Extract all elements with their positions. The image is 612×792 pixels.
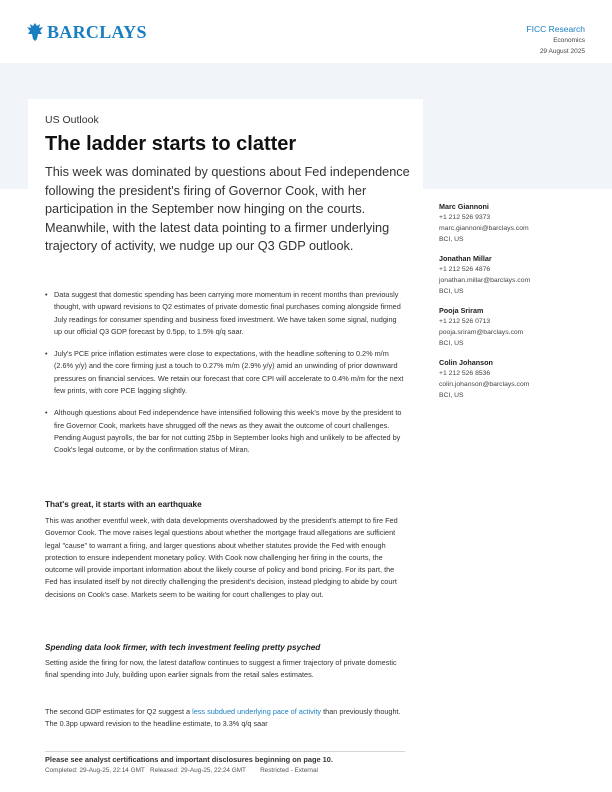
- key-points: [45, 289, 405, 467]
- analyst-phone: +1 212 526 8536: [439, 370, 491, 377]
- section-label: Economics: [553, 37, 585, 44]
- inline-link[interactable]: less subdued underlying pace of activity: [192, 707, 322, 716]
- barclays-eagle-icon: [26, 22, 44, 42]
- report-header: [526, 24, 585, 57]
- brand-name: BARCLAYS: [47, 22, 147, 42]
- analyst-name: Pooja Sriram: [439, 306, 484, 315]
- section-body: [45, 706, 407, 731]
- key-point: • Data suggest that domestic spending has been carrying more momentum in recent months than previously thought, with upward revisions to Q2 estimates of private domestic final purchases coming alongside firmed July readings for consumer spending and business fixed investment. We have taken some signal, nudging up our official Q3 GDP forecast by 0.5pp, to 1.5% q/q saar.: [45, 289, 405, 338]
- analyst-card: [439, 253, 599, 297]
- analyst-entity: BCI, US: [439, 236, 464, 243]
- analyst-phone: +1 212 526 9373: [439, 214, 491, 221]
- report-date: 29 August 2025: [539, 48, 585, 55]
- page-title: The ladder starts to clatter: [45, 133, 297, 155]
- analyst-name: Marc Giannoni: [439, 202, 489, 211]
- analyst-entity: BCI, US: [439, 288, 464, 295]
- kicker: US Outlook: [45, 114, 99, 126]
- section-heading: That's great, it starts with an earthquake: [45, 500, 202, 509]
- section-body: Setting aside the firing for now, the latest dataflow continues to suggest a firmer trajectory of private domestic final spending into July, building upon earlier signals from the retail sales estimates.: [45, 658, 397, 680]
- key-point: • Although questions about Fed independence have intensified following this week's move by the president to fire Governor Cook, markets have shrugged off the news as they await the outcome of court challenges. Pending August payrolls, the bar for not cutting 25bp in September looks high and unlikely to be affected by Cook's legal outcome, or by the confirmation status of Miran.: [45, 407, 405, 456]
- classification-label: Restricted - External: [260, 767, 318, 774]
- analyst-name: Colin Johanson: [439, 358, 493, 367]
- subsection-heading: Spending data look firmer, with tech investment feeling pretty psyched: [45, 643, 321, 652]
- analyst-name: Jonathan Millar: [439, 254, 492, 263]
- analyst-email[interactable]: jonathan.millar@barclays.com: [439, 277, 531, 284]
- section-body: This was another eventful week, with data developments overshadowed by the president's attempt to fire Fed Governor Cook. The move raises legal questions about whether the mortgage fraud allegations are sufficient legal "cause" to warrant a firing, and larger questions about whether statutes provide the Fed with enough protection to ensure independent monetary policy. With Cook now challenging her firing in the courts, the outcome will provide important information about the likely course of policy and bond pricing. For its part, the Fed has insulated itself by not directly challenging the president's decision, instead pledging to abide by court decisions on Cook's case. Markets seem to be waiting for court challenges to play out.: [45, 516, 398, 599]
- analyst-card: [439, 357, 599, 401]
- release-info: [45, 767, 318, 774]
- analyst-list: [439, 201, 599, 409]
- analyst-email[interactable]: colin.johanson@barclays.com: [439, 381, 530, 388]
- analyst-phone: +1 212 526 4876: [439, 266, 491, 273]
- analyst-email[interactable]: marc.giannoni@barclays.com: [439, 225, 529, 232]
- completed-time: Completed: 29-Aug-25, 22:14 GMT: [45, 767, 145, 774]
- analyst-entity: BCI, US: [439, 392, 464, 399]
- analyst-card: [439, 305, 599, 349]
- body-text: The second GDP estimates for Q2 suggest a: [45, 707, 193, 716]
- barclays-logo: [26, 22, 147, 42]
- analyst-entity: BCI, US: [439, 340, 464, 347]
- footer-divider: [45, 751, 405, 752]
- department: FICC Research: [526, 24, 585, 34]
- analyst-card: [439, 201, 599, 245]
- released-time: Released: 29-Aug-25, 22:24 GMT: [150, 767, 246, 774]
- disclosure-note: Please see analyst certifications and important disclosures beginning on page 10.: [45, 755, 333, 764]
- analyst-phone: +1 212 526 0713: [439, 318, 491, 325]
- body-text: than previously thought. The 0.3pp upward revision to the headline estimate, to 3.3% q/q saar: [45, 707, 401, 729]
- lede: This week was dominated by questions about Fed independence following the president's firing of Governor Cook, with her participation in the September now hinging on the courts. Meanwhile, with the latest data pointing to a firmer underlying trajectory of activity, we nudge up our Q3 GDP outlook.: [45, 165, 410, 253]
- key-point: • July's PCE price inflation estimates were close to expectations, with the headline softening to 0.2% m/m (2.6% y/y) and the core firming just a touch to 0.27% m/m (2.9% y/y) amid an unwinding of prior downward pressures on financial services. We retain our forecast that core CPI will accelerate to 0.4% m/m for the next few prints, with core PCE lagging slightly.: [45, 348, 405, 397]
- analyst-email[interactable]: pooja.sriram@barclays.com: [439, 329, 524, 336]
